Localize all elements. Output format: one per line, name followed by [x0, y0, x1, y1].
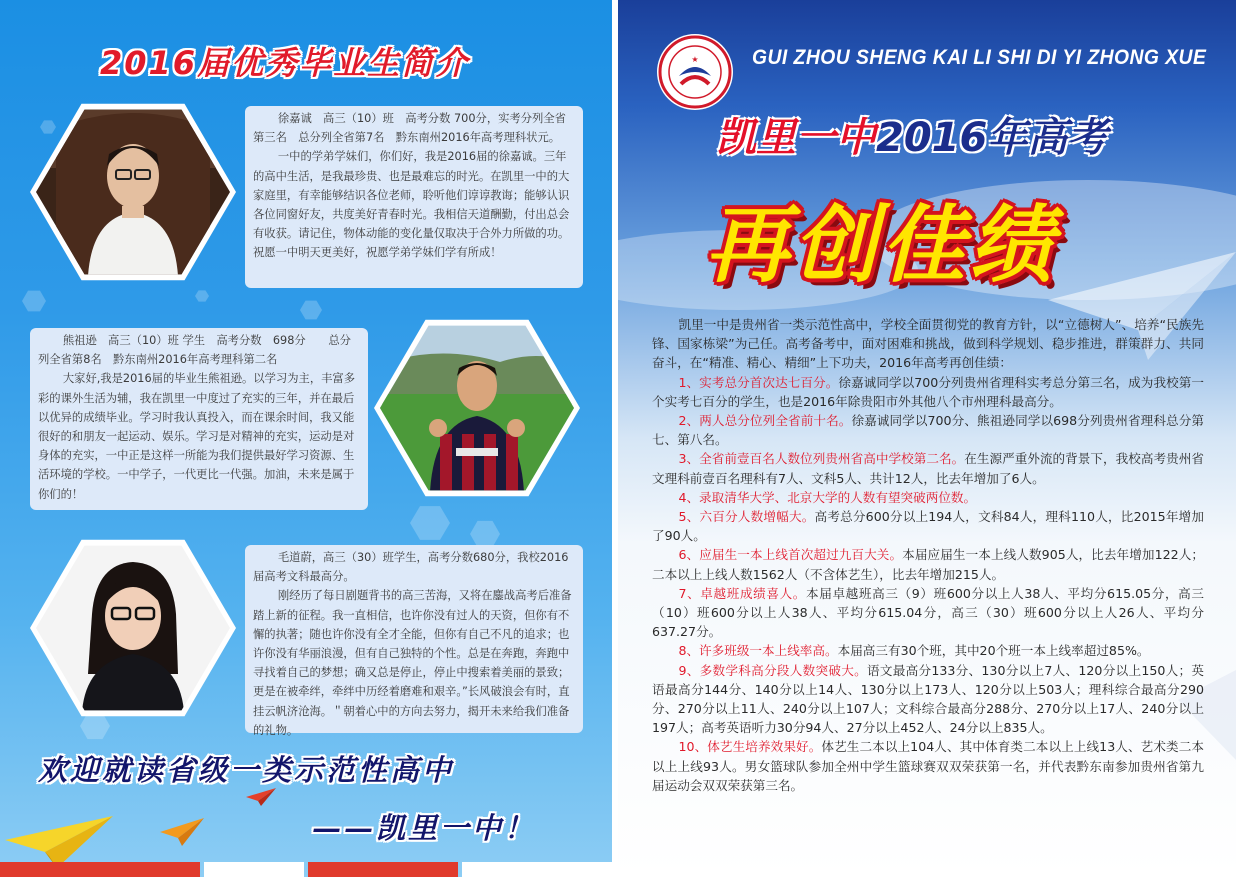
- student-bio-2: [30, 328, 368, 510]
- result-heading: 2、两人总分位列全省前十名。: [678, 413, 852, 429]
- student-intro: 徐嘉诚 高三（10）班 高考分数 700分，实考分列全省第三名 总分列全省第7名 黔东南州2016年高考理科状元。: [253, 112, 566, 145]
- result-heading: 8、许多班级一本上线率高。: [678, 643, 838, 659]
- result-text: 徐嘉诚同学以700分列贵州省理科实考总分第三名，成为我校第一个实考七百分的学生，也是2016年除贵阳市外其他八个市州理科最高分。: [652, 374, 1204, 409]
- paper-plane-icon: [246, 788, 276, 806]
- student-bio-3: [245, 545, 583, 737]
- headline: [716, 106, 1146, 170]
- result-item: [652, 373, 1204, 411]
- svg-text:★: ★: [691, 55, 699, 64]
- result-text: 体艺生二本以上104人、其中体育类二本以上上线13人、艺术类二本以上上线93人。男女篮球队参加全州中学生篮球赛双双荣获第一名，并代表黔东南参加贵州省第九届运动会双双荣获第三名。: [652, 739, 1204, 793]
- result-item: [652, 545, 1204, 583]
- decorative-hexagon: [410, 505, 450, 541]
- result-item: [652, 449, 1204, 487]
- paper-plane-icon: [160, 818, 204, 846]
- result-item: [652, 661, 1204, 738]
- welcome-slogan-line2: ——凯里一中！: [312, 811, 537, 845]
- student-message: 一中的学弟学妹们，你们好，我是2016届的徐嘉诚。三年的高中生活，是我最珍贵、也是最难忘的时光。在凯里一中的大家庭里，有幸能够结识各位老师，聆听他们谆谆教诲；能够认识各位同窗好友，共度美好青春时光。我相信天道酬勤，付出总会有收获。请记住，物体动能的变化量仅取决于合外力所做的功。祝愿一中明天更美好，祝愿学弟学妹们学有所成！: [253, 150, 570, 260]
- result-text: 高考总分600分以上194人，文科84人，理科110人，比2015年增加了90人。: [652, 509, 1204, 544]
- welcome-slogan-line1: 欢迎就读省级一类示范性高中: [38, 753, 455, 787]
- result-heading: 7、卓越班成绩喜人。: [678, 585, 807, 601]
- result-item: [652, 641, 1204, 660]
- student-intro: 毛道蔚，高三（30）班学生，高考分数680分，我校2016届高考文科最高分。: [253, 551, 569, 584]
- headline-year: 2016年高考: [876, 115, 1108, 161]
- student-intro: 熊祖逊 高三（10）班 学生 高考分数 698分 总分列全省第8名 黔东南州2016年高考理科第二名: [38, 334, 351, 367]
- result-heading: 6、应届生一本上线首次超过九百大关。: [678, 547, 903, 563]
- result-heading: 10、体艺生培养效果好。: [678, 739, 822, 755]
- decorative-hexagon: [80, 712, 110, 740]
- result-heading: 3、全省前壹百名人数位列贵州省高中学校第二名。: [678, 451, 965, 467]
- headline-main: 再创佳绩: [705, 196, 1058, 294]
- decorative-hexagon: [195, 290, 209, 302]
- result-heading: 4、录取清华大学、北京大学的人数有望突破两位数。: [678, 489, 977, 505]
- school-logo-icon: [655, 32, 735, 112]
- result-item: [652, 507, 1204, 545]
- student-message: 大家好,我是2016届的毕业生熊祖逊。以学习为主，丰富多彩的课外生活为辅，我在凯里一中度过了充实的三年，并在最后以优异的成绩毕业。学习时我认真投入，而在课余时间，我又能很好的和朋友一起运动、娱乐。学习是对精神的充实，运动是对身体的充实，一中正是这样一所能为我们提供最好学习资源、生活环境的学校。一中学子，一代更比一代强。加油，未来是属于你们的！: [38, 372, 356, 501]
- school-pinyin-name: GUI ZHOU SHENG KAI LI SHI DI YI ZHONG XUE: [752, 46, 1207, 69]
- page-title: 2016届优秀毕业生简介: [100, 44, 470, 82]
- result-text: 本届卓越班高三（9）班600分以上人38人、平均分615.05分，高三（10）班600分以上人38人、平均分615.04分，高三（30）班600分以上人26人、平均分637.27分。: [652, 585, 1204, 640]
- result-text: 在生源严重外流的背景下，我校高考贵州省文理科前壹百名理科有7人、文科5人、共计12人，比去年增加了6人。: [652, 451, 1205, 486]
- results-article: [652, 315, 1204, 795]
- result-heading: 5、六百分人数增幅大。: [678, 509, 815, 525]
- article-intro: 凯里一中是贵州省一类示范性高中，学校全面贯彻党的教育方针，以“立德树人”、培养“民族先锋、国家栋梁”为己任。高考备考中，面对困难和挑战，做到科学规划、稳步推进，群策群力、共同奋斗，在“精准、精心、精细”上下功夫，2016年高考再创佳绩：: [652, 317, 1204, 371]
- student-bio-1: [245, 106, 583, 288]
- decorative-hexagon: [40, 120, 56, 134]
- result-item: [652, 488, 1204, 507]
- bottom-bar: [308, 862, 458, 877]
- left-panel: [0, 0, 612, 877]
- decorative-hexagon: [300, 300, 322, 320]
- result-item: [652, 737, 1204, 795]
- result-item: [652, 584, 1204, 642]
- result-text: 语文最高分133分、130分以上7人、120分以上150人；英语最高分144分、140分以上14人、130分以上173人、120分以上503人；理科综合最高分290分、270分以上11人、240分以上107人；文科综合最高分288分、270分以上17人、240分以上197人；高考英语听力30分94人、27分以上452人、24分以上835人。: [652, 662, 1204, 736]
- result-text: 本届高三有30个班，其中20个班一本上线率超过85%。: [837, 643, 1150, 659]
- result-text: 徐嘉诚同学以700分、熊祖逊同学以698分列贵州省理科总分第七、第八名。: [652, 413, 1204, 448]
- result-heading: 1、实考总分首次达七百分。: [678, 374, 839, 390]
- result-item: [652, 411, 1204, 449]
- headline-school: 凯里一中: [716, 115, 876, 161]
- bottom-bar: [0, 862, 200, 877]
- decorative-hexagon: [22, 290, 46, 312]
- bottom-bar: [204, 862, 304, 877]
- bottom-bar: [462, 862, 612, 877]
- result-heading: 9、多数学科高分段人数突破大。: [678, 662, 867, 678]
- result-text: 本届应届生一本上线人数905人，比去年增加122人；二本以上上线人数1562人（不含体艺生），比去年增加215人。: [652, 547, 1204, 582]
- student-message: 刚经历了每日剧题背书的高三苦海，又将在鏖战高考后准备踏上新的征程。我一直相信，也许你没有过人的天资，但你有不懈的执著；随也许你没有全才全能，但你有自己不凡的追求；也许你没有华丽浪漫，但有自己独特的个性。总是在奔跑，奔跑中寻找着自己的梦想；确又总是停止，停止中搜索着美丽的景致；更是在被牵绊，牵绊中历经着磨难和艰辛。”长风破浪会有时，直挂云帆济沧海。＂朝着心中的方向去努力，揭开未来给我们准备的礼物。: [253, 589, 572, 737]
- decorative-hexagon: [470, 520, 500, 548]
